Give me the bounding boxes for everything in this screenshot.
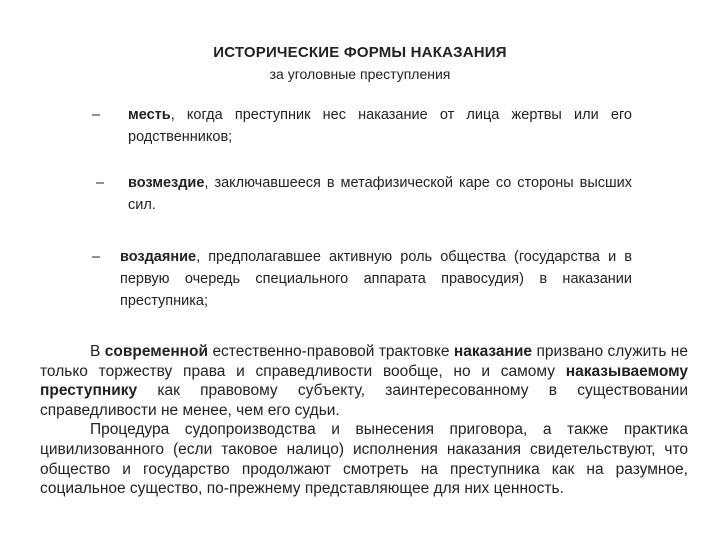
bullet-text [120, 246, 632, 312]
bullet-description: , когда преступник нес наказание от лица жертвы или его родственников; [128, 107, 632, 145]
emphasis-punishment: наказание [453, 343, 533, 360]
body-text [40, 342, 688, 499]
page-subtitle: за уголовные преступления [269, 66, 451, 82]
bullet-dash: – [96, 175, 105, 191]
paragraph-procedure: Процедура судопроизводства и вынесения приговора, а также практика цивилизованного (если таковое налицо) исполнения наказания свидетельствуют, что общество и государство продолжают смотреть на преступника как на разумное, социальное существо, по-прежнему представляющее для них ценность. [40, 421, 688, 498]
bullet-description: , заключавшееся в метафизической каре со стороны высших сил. [128, 175, 632, 213]
bullet-description: , предполагавшее активную роль общества (государства и в первую очередь специального аппарата правосудия) в наказании преступника; [120, 249, 632, 309]
bullet-dash: – [92, 107, 101, 123]
paragraph-text: естественно-правовой трактовке [208, 343, 454, 360]
bullet-text [128, 172, 632, 216]
bullet-text [128, 104, 632, 148]
paragraph-text: В [90, 343, 105, 360]
page-title: ИСТОРИЧЕСКИЕ ФОРМЫ НАКАЗАНИЯ [213, 44, 507, 61]
bullet-term: возмездие [128, 175, 205, 191]
list-item-requital [92, 246, 632, 312]
paragraph-text: призвано служить не только торжеству права и справедливости вообще, но и самому [40, 343, 688, 380]
bullet-term: месть [128, 107, 171, 123]
emphasis-modern: современной [104, 343, 209, 360]
emphasis-punished-criminal: наказываемому преступнику [40, 362, 688, 400]
paragraph-modern-view [40, 342, 688, 420]
list-item-retribution [96, 172, 632, 216]
bullet-dash: – [92, 249, 101, 265]
list-item-revenge [92, 104, 632, 148]
paragraph-text: как правовому субъекту, заинтересованному в существовании справедливости не менее, чем его судьи. [40, 382, 688, 419]
bullet-term: воздаяние [120, 249, 197, 265]
